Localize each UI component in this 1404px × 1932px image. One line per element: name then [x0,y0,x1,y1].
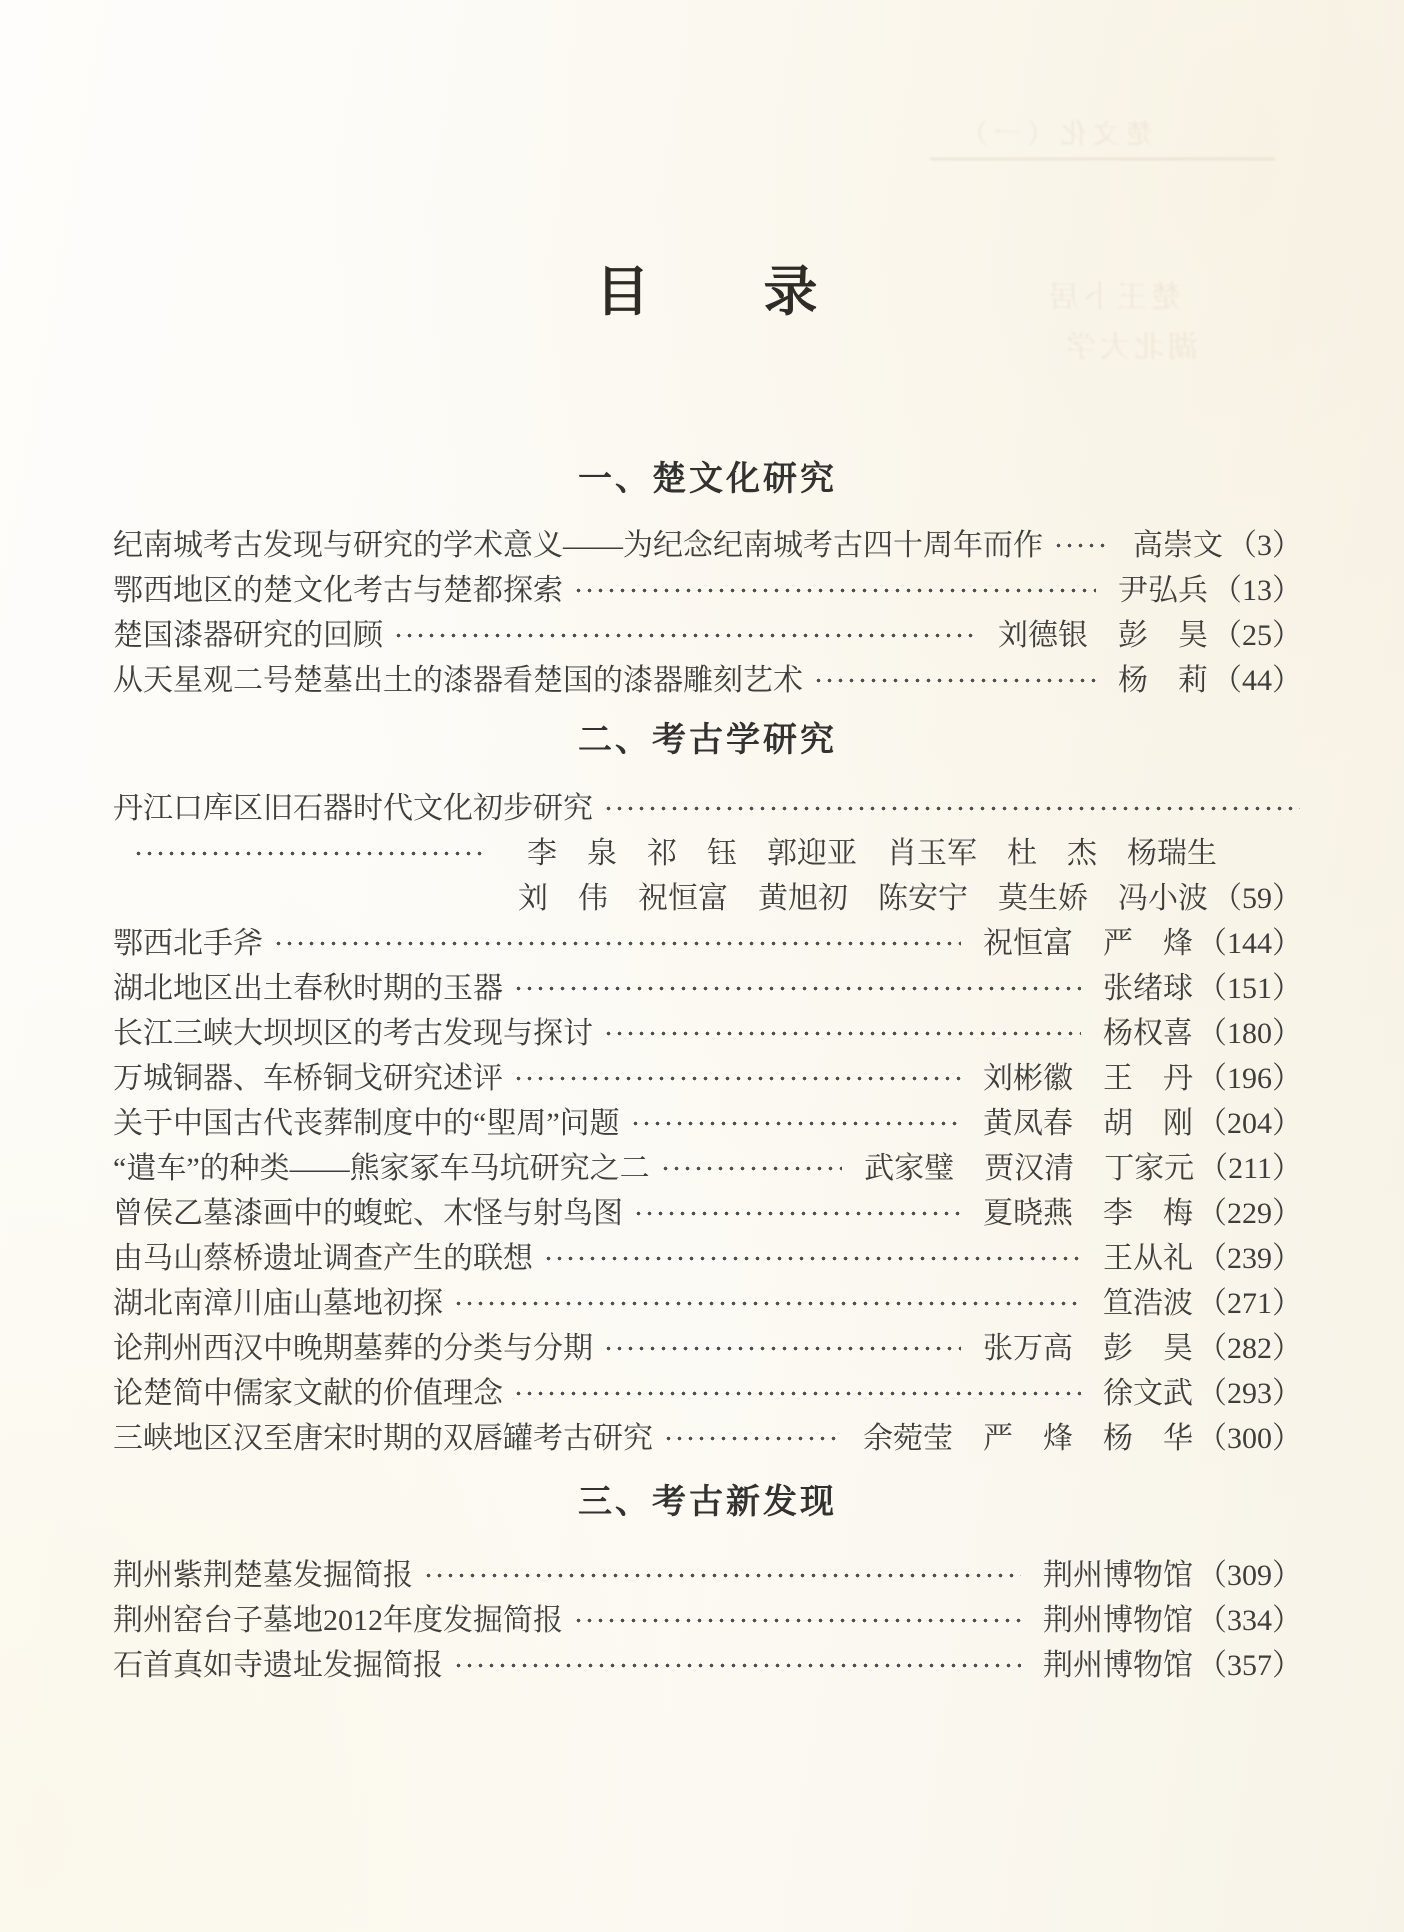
entry-authors: 荆州博物馆 [1043,1604,1193,1637]
toc-entry [113,921,1302,966]
entry-authors: 尹弘兵 [1118,574,1208,607]
entry-page: （309） [1197,1559,1302,1592]
entry-authors: 高崇文 [1133,529,1223,562]
dot-leader [453,1281,1081,1326]
entry-title: 论荆州西汉中晚期墓葬的分类与分期 [113,1332,593,1365]
entry-authors: 笪浩波 [1103,1287,1193,1320]
dot-leader [663,1416,841,1461]
entry-title: 丹江口库区旧石器时代文化初步研究 [113,792,593,825]
entry-page: （151） [1197,972,1302,1005]
entry-page: （144） [1197,927,1302,960]
entry-authors: 刘彬徽 王 丹 [983,1062,1193,1095]
toc-entry [113,523,1302,568]
dot-leader [1053,523,1111,568]
page-title: 目 录 [595,262,820,322]
toc-entry [113,1101,1302,1146]
section-heading-2: 二、考古学研究 [578,721,837,759]
entry-authors: 王从礼 [1103,1242,1193,1275]
dot-leader [543,1236,1081,1281]
entry-page: （300） [1197,1422,1302,1455]
entry-title: 荆州窑台子墓地2012年度发掘简报 [113,1604,563,1637]
section-heading-1: 一、楚文化研究 [578,460,837,498]
entry-authors: 夏晓燕 李 梅 [983,1197,1193,1230]
entry-title: 曾侯乙墓漆画中的蝮蛇、木怪与射鸟图 [113,1197,623,1230]
toc-entry [113,966,1302,1011]
entry-title: 万城铜器、车桥铜戈研究述评 [113,1062,503,1095]
entry-page: （271） [1197,1287,1302,1320]
dot-leader [603,786,1300,831]
entry-authors: 余菀莹 严 烽 杨 华 [863,1422,1193,1455]
entry-authors: 荆州博物馆 [1043,1649,1193,1682]
toc-entry [113,1371,1302,1416]
dot-leader [453,1643,1021,1688]
bleedthrough-text: 湖北大学 [1062,331,1198,364]
entry-page: （196） [1197,1062,1302,1095]
entry-page: （13） [1212,574,1302,607]
toc-entry [113,1236,1302,1281]
entry-title: 由马山蔡桥遗址调查产生的联想 [113,1242,533,1275]
bleedthrough-text: 楚文化（一） [955,119,1153,149]
entry-authors: 徐文武 [1103,1377,1193,1410]
entry-authors: 刘 伟 祝恒富 黄旭初 陈安宁 莫生娇 冯小波 [518,882,1208,915]
toc-entry-authors-row [113,831,1302,876]
entry-authors: 张万高 彭 昊 [983,1332,1193,1365]
entry-page: （180） [1197,1017,1302,1050]
section-3-entries [113,1553,1302,1688]
entry-authors: 杨 莉 [1118,664,1208,697]
entry-authors: 武家璧 贾汉清 丁家元 [864,1152,1195,1185]
toc-entry [113,1146,1302,1191]
toc-entry [113,1326,1302,1371]
toc-entry [113,1056,1302,1101]
entry-title: 鄂西北手斧 [113,927,263,960]
dot-leader [133,831,483,876]
entry-page: （211） [1198,1152,1302,1185]
entry-page: （239） [1197,1242,1302,1275]
toc-entry [113,613,1302,658]
entry-title: 石首真如寺遗址发掘简报 [113,1649,443,1682]
dot-leader [633,1191,961,1236]
section-heading-3: 三、考古新发现 [578,1483,837,1521]
section-1-entries [113,523,1302,703]
toc-entry [113,1598,1302,1643]
toc-entry [113,568,1302,613]
entry-page: （334） [1197,1604,1302,1637]
entry-title: 关于中国古代丧葬制度中的“堲周”问题 [113,1107,620,1140]
dot-leader [273,921,961,966]
entry-title: 湖北南漳川庙山墓地初探 [113,1287,443,1320]
entry-page: （59） [1212,882,1302,915]
entry-page: （282） [1197,1332,1302,1365]
entry-authors: 刘德银 彭 昊 [998,619,1208,652]
entry-title: 长江三峡大坝坝区的考古发现与探讨 [113,1017,593,1050]
toc-entry [113,1011,1302,1056]
dot-leader [573,568,1096,613]
toc-entry [113,1416,1302,1461]
dot-leader [513,966,1081,1011]
entry-title: “遣车”的种类——熊家冢车马坑研究之二 [113,1152,650,1185]
dot-leader [423,1553,1021,1598]
dot-leader [603,1326,961,1371]
toc-entry [113,1281,1302,1326]
dot-leader [573,1598,1021,1643]
toc-entry-multiline-title [113,786,1302,831]
bleedthrough-text: 楚王卜居 [1045,281,1181,314]
dot-leader [513,1056,961,1101]
entry-page: （25） [1212,619,1302,652]
entry-authors: 张绪球 [1103,972,1193,1005]
section-2-entries [113,786,1302,1461]
entry-authors: 荆州博物馆 [1043,1559,1193,1592]
entry-title: 鄂西地区的楚文化考古与楚都探索 [113,574,563,607]
entry-authors: 杨权喜 [1103,1017,1193,1050]
dot-leader [660,1146,842,1191]
dot-leader [630,1101,961,1146]
entry-title: 湖北地区出土春秋时期的玉器 [113,972,503,1005]
dot-leader [393,613,976,658]
entry-authors: 李 泉 祁 钰 郭迎亚 肖玉军 杜 杰 杨瑞生 [527,837,1217,870]
entry-page: （357） [1197,1649,1302,1682]
entry-page: （3） [1227,529,1302,562]
toc-entry [113,1191,1302,1236]
entry-page: （293） [1197,1377,1302,1410]
entry-title: 楚国漆器研究的回顾 [113,619,383,652]
entry-page: （204） [1197,1107,1302,1140]
entry-title: 荆州紫荆楚墓发掘简报 [113,1559,413,1592]
toc-entry [113,658,1302,703]
entry-title: 纪南城考古发现与研究的学术意义——为纪念纪南城考古四十周年而作 [113,529,1043,562]
entry-page: （44） [1212,664,1302,697]
toc-entry [113,1643,1302,1688]
dot-leader [813,658,1096,703]
entry-authors: 祝恒富 严 烽 [983,927,1193,960]
toc-entry [113,1553,1302,1598]
entry-title: 从天星观二号楚墓出土的漆器看楚国的漆器雕刻艺术 [113,664,803,697]
entry-title: 三峡地区汉至唐宋时期的双唇罐考古研究 [113,1422,653,1455]
toc-entry-authors-row [113,876,1302,921]
entry-authors: 黄凤春 胡 刚 [983,1107,1193,1140]
dot-leader [513,1371,1081,1416]
entry-page: （229） [1197,1197,1302,1230]
dot-leader [603,1011,1081,1056]
entry-title: 论楚简中儒家文献的价值理念 [113,1377,503,1410]
